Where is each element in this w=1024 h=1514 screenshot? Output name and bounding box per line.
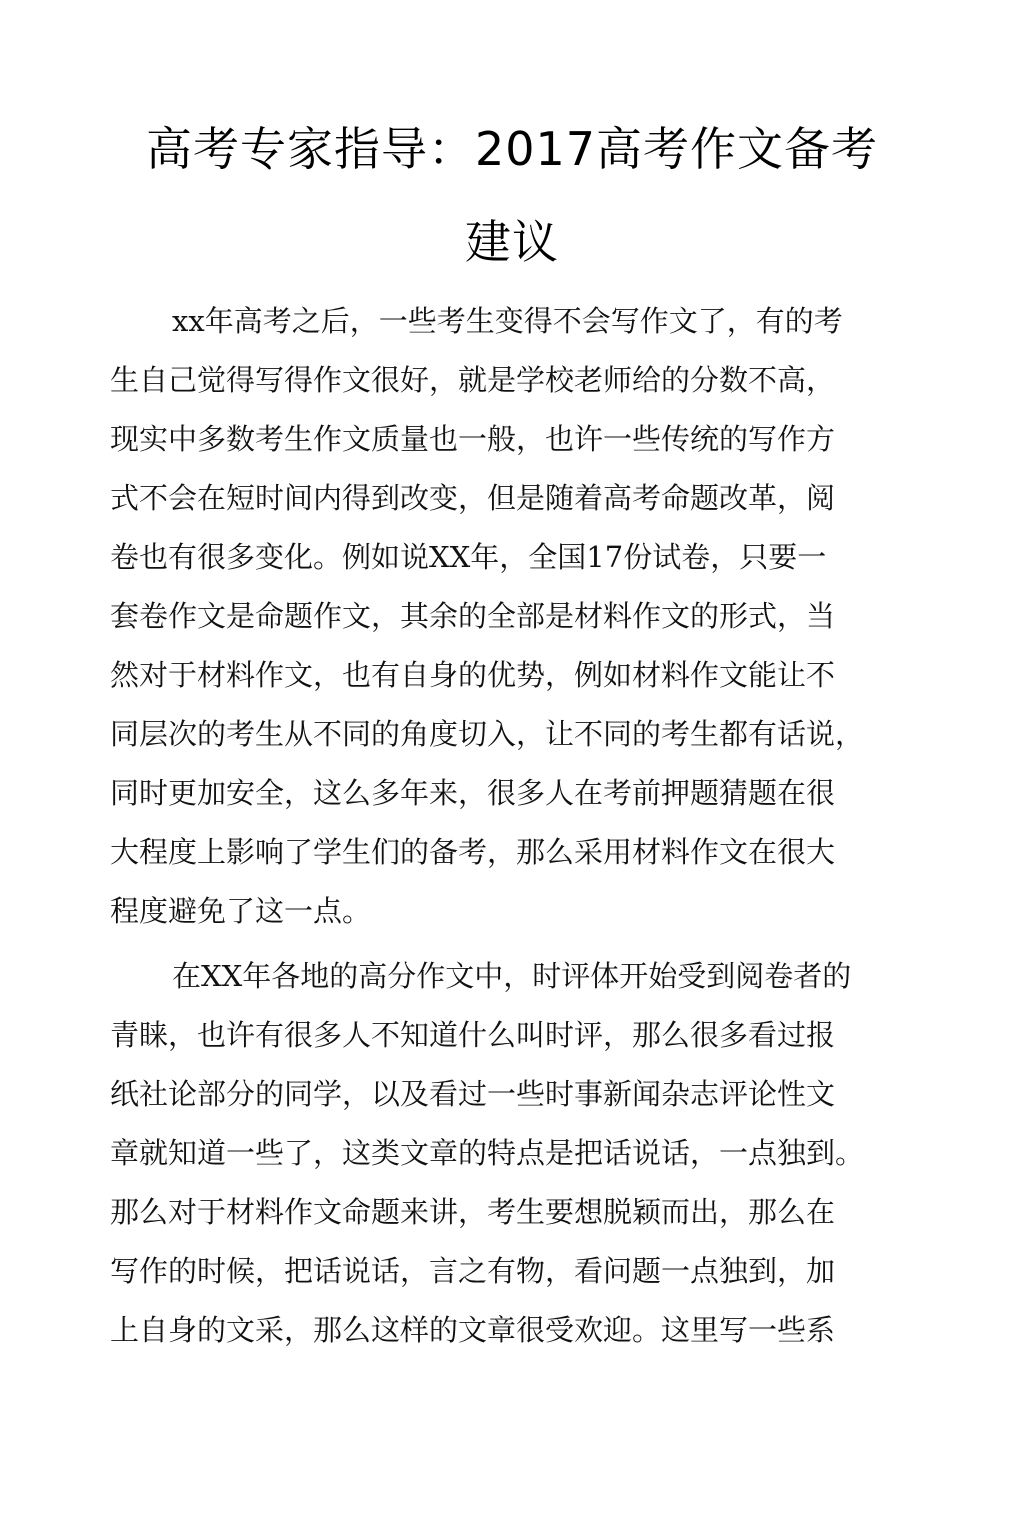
paragraph-2-line: 章就知道一些了，这类文章的特点是把话说话，一点独到。	[110, 1136, 865, 1170]
document-title-line-2: 建议	[465, 215, 559, 269]
paragraph-2-line: 纸社论部分的同学，以及看过一些时事新闻杂志评论性文	[110, 1077, 836, 1111]
paragraph-1-line: 同层次的考生从不同的角度切入，让不同的考生都有话说，	[110, 717, 865, 751]
paragraph-2-line: 写作的时候，把话说话，言之有物，看问题一点独到，加	[110, 1254, 836, 1288]
paragraph-1-line: 同时更加安全，这么多年来，很多人在考前押题猜题在很	[110, 776, 836, 810]
paragraph-1-line: 卷也有很多变化。例如说XX年，全国17份试卷，只要一	[110, 540, 827, 574]
paragraph-2-line: 那么对于材料作文命题来讲，考生要想脱颖而出，那么在	[110, 1195, 836, 1229]
paragraph-1-line: 套卷作文是命题作文，其余的全部是材料作文的形式，当	[110, 599, 836, 633]
paragraph-2-line: 上自身的文采，那么这样的文章很受欢迎。这里写一些系	[110, 1313, 836, 1347]
paragraph-1-line: 式不会在短时间内得到改变，但是随着高考命题改革，阅	[110, 481, 836, 515]
paragraph-1-line: 程度避免了这一点。	[110, 894, 372, 928]
paragraph-1-line: 现实中多数考生作文质量也一般，也许一些传统的写作方	[110, 422, 836, 456]
document-title-line-1: 高考专家指导：2017高考作文备考	[145, 122, 879, 176]
paragraph-1-line: 大程度上影响了学生们的备考，那么采用材料作文在很大	[110, 835, 836, 869]
paragraph-1-line: 生自己觉得写得作文很好，就是学校老师给的分数不高，	[110, 363, 836, 397]
paragraph-2-line: 青睐，也许有很多人不知道什么叫时评，那么很多看过报	[110, 1018, 836, 1052]
paragraph-1-line: xx年高考之后，一些考生变得不会写作文了，有的考	[172, 304, 843, 338]
paragraph-1-line: 然对于材料作文，也有自身的优势，例如材料作文能让不	[110, 658, 836, 692]
paragraph-2-line: 在XX年各地的高分作文中，时评体开始受到阅卷者的	[172, 959, 852, 993]
